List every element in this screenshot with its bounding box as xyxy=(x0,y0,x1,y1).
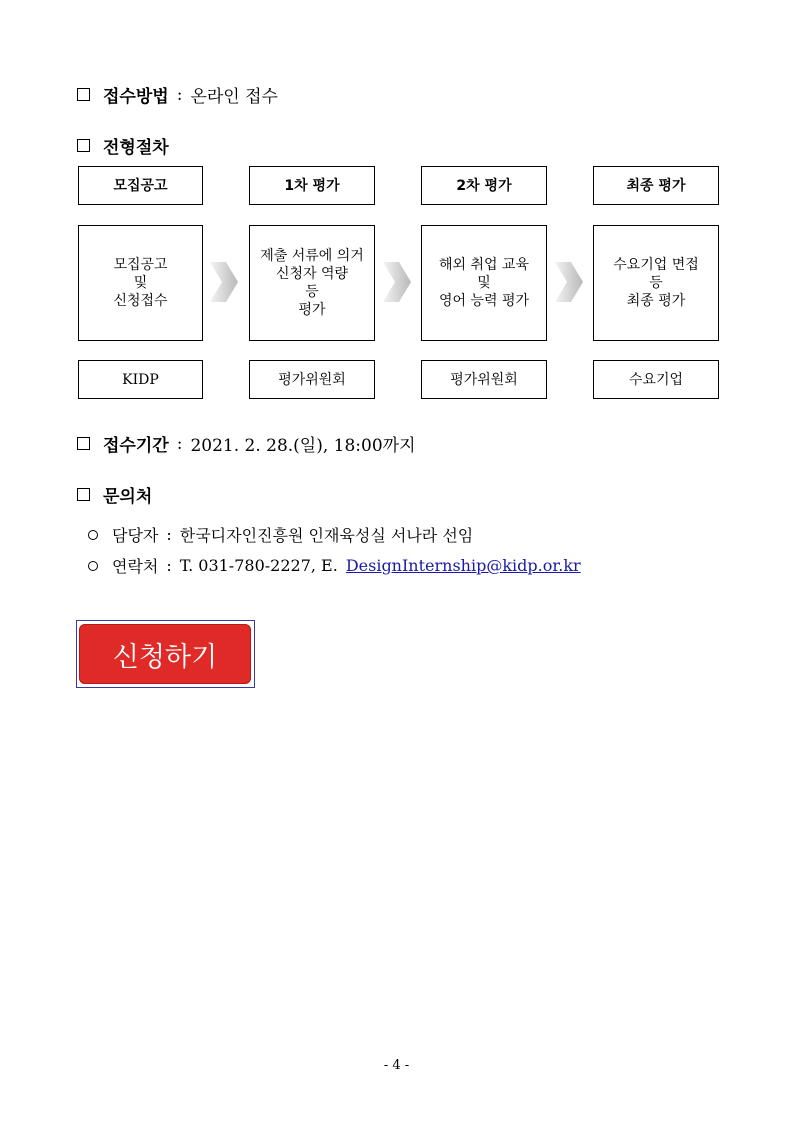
section-process-label: 전형절차 xyxy=(103,138,169,158)
flow-detail-line: 평가 xyxy=(298,302,326,318)
section-period-value: 2021. 2. 28.(일), 18:00까지 xyxy=(190,436,416,456)
separator-colon: : xyxy=(166,556,172,575)
contact-phone-value: T. 031-780-2227, E. xyxy=(179,556,338,575)
flow-owner-1 xyxy=(78,360,203,399)
contact-manager-label: 담당자 xyxy=(112,526,159,545)
flow-owner-text: KIDP xyxy=(122,371,159,388)
flow-header-4 xyxy=(593,166,719,205)
flow-detail-line: 영어 능력 평가 xyxy=(438,293,530,309)
flow-detail-line: 신청접수 xyxy=(113,293,168,309)
section-process xyxy=(77,133,169,158)
flow-header-text: 최종 평가 xyxy=(626,177,686,194)
section-method-value: 온라인 접수 xyxy=(190,87,278,107)
flow-header-2 xyxy=(249,166,375,205)
flow-detail-line: 신청자 역량 xyxy=(275,266,349,282)
section-period xyxy=(77,431,416,456)
flow-owner-2 xyxy=(249,360,375,399)
flow-header-1 xyxy=(78,166,203,205)
circle-bullet-icon xyxy=(88,530,98,540)
page-number: - 4 - xyxy=(383,1058,410,1073)
flow-header-text: 1차 평가 xyxy=(284,177,340,194)
flow-detail-3 xyxy=(421,225,547,341)
flow-detail-line: 등 xyxy=(649,275,663,291)
contact-phone-label: 연락처 xyxy=(112,557,159,576)
email-link[interactable]: DesignInternship@kidp.or.kr xyxy=(345,556,581,575)
checkbox-square-icon xyxy=(77,437,90,450)
section-contact xyxy=(77,482,152,507)
flow-detail-1 xyxy=(78,225,203,341)
apply-button[interactable]: 신청하기 xyxy=(79,624,251,684)
flow-detail-2 xyxy=(249,225,375,341)
checkbox-square-icon xyxy=(77,88,90,101)
section-period-sep: : xyxy=(176,433,183,454)
flow-owner-text: 수요기업 xyxy=(628,371,684,388)
flow-owner-3 xyxy=(421,360,547,399)
flow-detail-line: 및 xyxy=(133,275,148,291)
flow-owner-text: 평가위원회 xyxy=(450,371,518,388)
contact-phone xyxy=(88,554,581,577)
section-method-sep: : xyxy=(176,84,183,105)
chevron-right-arrow-icon xyxy=(208,260,240,304)
flow-detail-line: 제출 서류에 의거 xyxy=(260,248,364,264)
section-period-label: 접수기간 xyxy=(103,436,169,456)
flow-owner-text: 평가위원회 xyxy=(278,371,346,388)
flow-owner-4 xyxy=(593,360,719,399)
flow-header-text: 모집공고 xyxy=(113,177,168,194)
flow-detail-line: 및 xyxy=(477,275,491,291)
contact-manager-value: 한국디자인진흥원 인재육성실 서나라 선임 xyxy=(179,526,474,545)
flow-detail-4 xyxy=(593,225,719,341)
flow-detail-line: 모집공고 xyxy=(113,257,168,273)
flow-header-3 xyxy=(421,166,547,205)
separator-colon: : xyxy=(166,525,172,544)
flow-detail-line: 해외 취업 교육 xyxy=(438,257,530,273)
section-method-label: 접수방법 xyxy=(103,87,169,107)
flow-header-text: 2차 평가 xyxy=(456,177,512,194)
checkbox-square-icon xyxy=(77,139,90,152)
apply-button-frame xyxy=(76,620,255,688)
section-contact-label: 문의처 xyxy=(103,487,153,507)
flow-detail-line: 수요기업 면접 xyxy=(613,257,699,273)
chevron-right-arrow-icon xyxy=(381,260,413,304)
chevron-right-arrow-icon xyxy=(553,260,585,304)
checkbox-square-icon xyxy=(77,488,90,501)
circle-bullet-icon xyxy=(88,561,98,571)
flow-detail-line: 등 xyxy=(305,284,319,300)
flow-detail-line: 최종 평가 xyxy=(626,293,686,309)
section-method xyxy=(77,82,278,107)
contact-manager xyxy=(88,523,473,546)
